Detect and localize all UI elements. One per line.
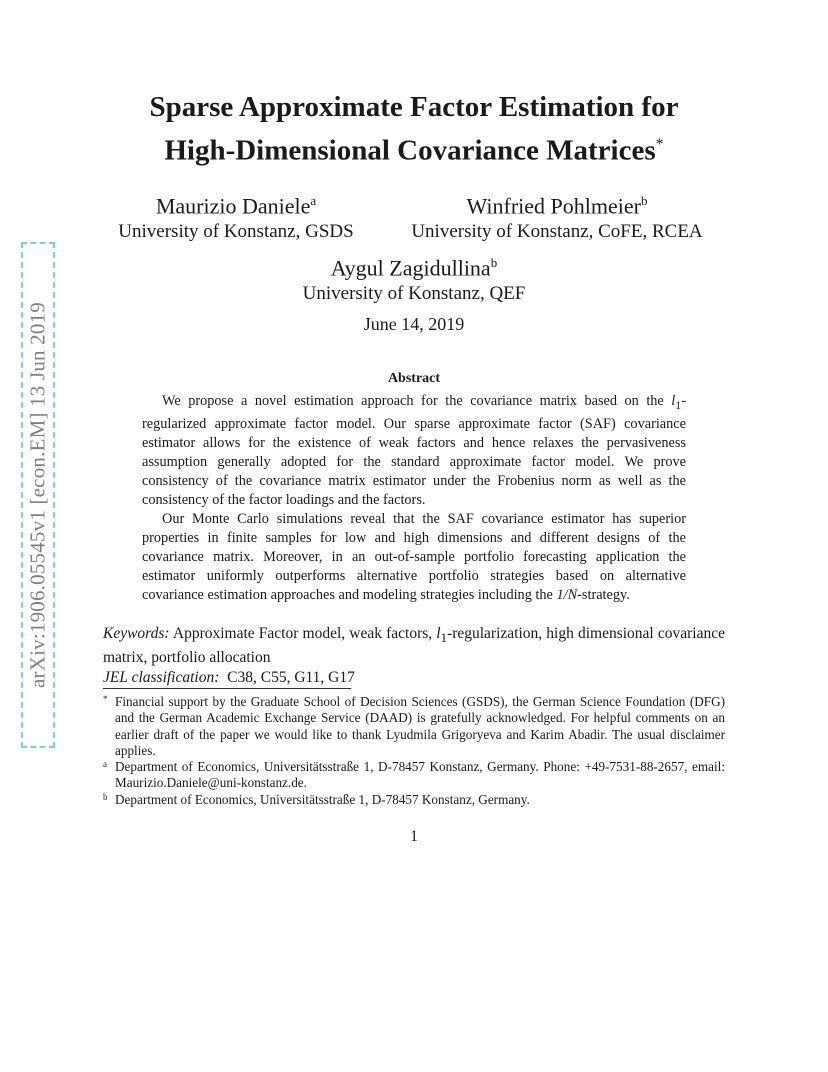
author-block-2	[390, 188, 724, 245]
keywords-label: Keywords:	[103, 625, 170, 642]
footnote-2	[103, 759, 725, 792]
abstract-heading: Abstract	[387, 371, 441, 386]
math-subscript: 1	[675, 397, 682, 412]
footnote-text: Department of Economics, Universitätsstraße 1, D-78457 Konstanz, Germany. Phone: +49-7531-88-2657, email: Maurizio.Daniele@uni-konstanz.de.	[115, 759, 725, 791]
author-name-text: Winfried Pohlmeier	[466, 193, 641, 219]
abstract-text: Our Monte Carlo simulations reveal that the SAF covariance estimator has superior properties in finite samples for low and high dimensions and different designs of the covariance matrix. Moreover, in an out-of-sample portfolio forecasting application the estimator uniformly outperforms alternative portfolio strategies based on alternative covariance estimation approaches and modeling strategies including the	[142, 510, 686, 603]
footnote-mark: a	[103, 759, 107, 769]
jel-line	[103, 668, 725, 688]
author-mark: b	[490, 255, 498, 270]
author-name	[390, 188, 724, 219]
author-mark: a	[310, 193, 317, 208]
abstract-text: -regularized approximate factor model. Our sparse approximate factor (SAF) covariance estimator allows for the existence of weak factors and hence relaxes the pervasiveness assumption generally adopted for the standard approximate factor model. We prove consistency of the covariance matrix estimator under the Frobenius norm as well as the consistency of the factor loadings and the factors.	[142, 393, 686, 508]
author-name	[100, 188, 372, 219]
footnote-text: Financial support by the Graduate School of Decision Sciences (GSDS), the German Science Foundation (DFG) and the German Academic Exchange Service (DAAD) is gratefully acknowledged. For helpful comments on an earlier draft of the paper we would like to thank Lyudmila Grigoryeva and Karim Abadir. The usual disclaimer applies.	[115, 694, 725, 758]
jel-label: JEL classification:	[103, 669, 220, 687]
author-name-text: Aygul Zagidullina	[330, 255, 491, 281]
keywords-text: -regularization, high dimensional covariance matrix, portfolio allocation	[103, 625, 725, 667]
footnote-mark: *	[103, 694, 108, 704]
abstract-body	[142, 392, 686, 605]
abstract-text: We propose a novel estimation approach for the covariance matrix based on the	[162, 393, 672, 409]
author-block-1	[100, 188, 372, 245]
footnote-3	[103, 792, 725, 808]
author-name-text: Maurizio Daniele	[155, 193, 311, 219]
title-line-2-text: High-Dimensional Covariance Matrices	[164, 134, 656, 167]
page-number: 1	[410, 828, 418, 845]
author-name	[264, 250, 564, 281]
footnote-rule	[103, 688, 351, 689]
title-line-1: Sparse Approximate Factor Estimation for	[149, 91, 679, 123]
abstract-text: -strategy.	[577, 586, 630, 603]
title-line-2	[70, 126, 758, 170]
paper-date: June 14, 2019	[363, 314, 465, 334]
keywords-text: Approximate Factor model, weak factors,	[169, 625, 437, 642]
jel-codes: C38, C55, G11, G17	[219, 669, 355, 687]
keywords-block	[103, 624, 725, 688]
title-footnote-mark: *	[655, 136, 664, 153]
author-affiliation: University of Konstanz, CoFE, RCEA	[411, 221, 703, 243]
author-block-3	[264, 250, 564, 307]
keywords-line	[103, 624, 725, 668]
footnote-text: Department of Economics, Universitätsstraße 1, D-78457 Konstanz, Germany.	[115, 792, 530, 807]
abstract-paragraph-1	[142, 392, 686, 510]
math-subscript: 1	[440, 630, 448, 646]
footnote-mark: b	[103, 792, 108, 802]
author-affiliation: University of Konstanz, GSDS	[118, 221, 354, 243]
author-mark: b	[640, 193, 648, 208]
math-l: l	[436, 625, 441, 642]
footnote-1	[103, 694, 725, 759]
math-l: l	[671, 393, 676, 409]
author-affiliation: University of Konstanz, QEF	[302, 283, 526, 305]
paper-title	[70, 88, 758, 170]
math-one-over-n: 1/N	[556, 586, 578, 603]
arxiv-identifier: arXiv:1906.05545v1 [econ.EM] 13 Jun 2019	[25, 302, 50, 688]
abstract-paragraph-2	[142, 510, 686, 605]
